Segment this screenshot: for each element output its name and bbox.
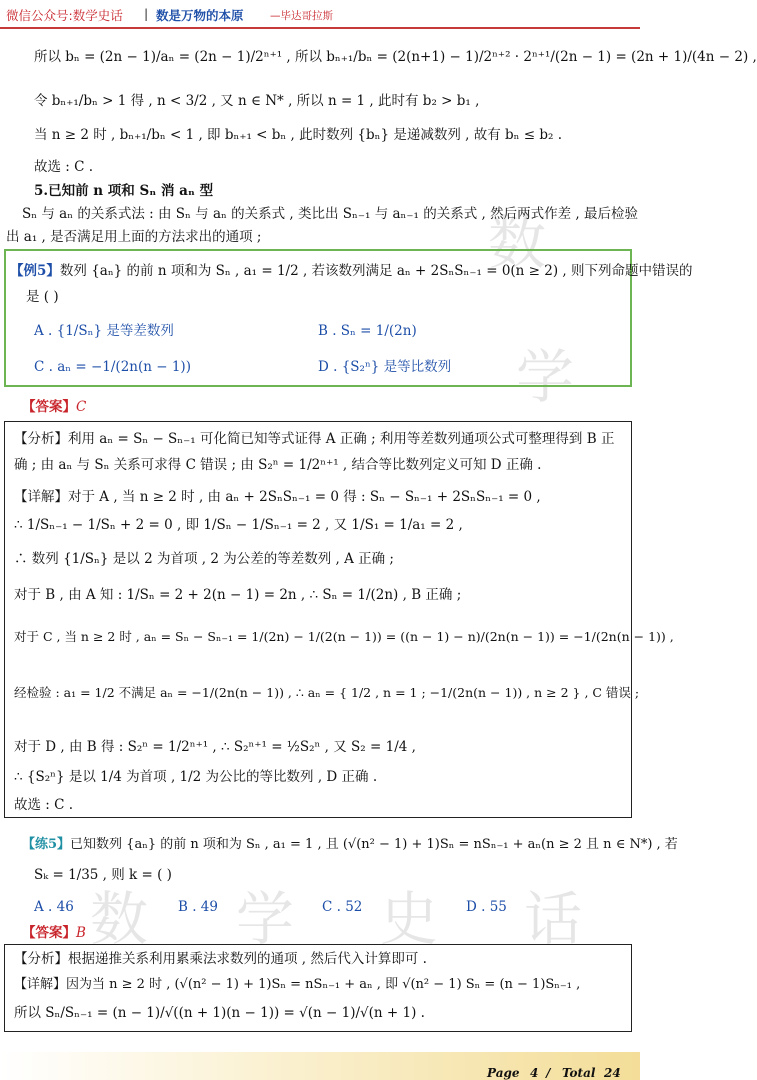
- detail-line: ∴ 数列 {1/Sₙ} 是以 2 为首项 , 2 为公差的等差数列 , A 正确 ;: [14, 551, 394, 567]
- answer-tag: 【答案】: [22, 399, 76, 415]
- solution-line: 故选 : C .: [34, 159, 94, 175]
- header-divider: [0, 27, 640, 29]
- watermark-char: 数: [488, 209, 547, 277]
- header-account: 微信公众号:数学史话: [6, 8, 123, 23]
- solution-line: 当 n ≥ 2 时 , bₙ₊₁/bₙ < 1 , 即 bₙ₊₁ < bₙ , 此时数列 {bₙ} 是递减数列 , 故有 bₙ ≤ b₂ .: [34, 127, 563, 143]
- example-question-cont: 是 ( ): [26, 289, 59, 305]
- practice-question-text: 已知数列 {aₙ} 的前 n 项和为 Sₙ , a₁ = 1 , 且 (√(n² − 1) + 1)Sₙ = nSₙ₋₁ + aₙ(n ≥ 2 且 n ∈ N*) , 若: [70, 837, 678, 852]
- answer-line: [22, 924, 86, 942]
- analysis-line: 【分析】利用 aₙ = Sₙ − Sₙ₋₁ 可化简已知等式证得 A 正确 ; 利用等差数列通项公式可整理得到 B 正: [14, 431, 615, 447]
- answer-line: [22, 398, 86, 416]
- example-question: [10, 262, 693, 280]
- section-paragraph: 出 a₁ , 是否满足用上面的方法求出的通项 ;: [6, 229, 262, 245]
- detail-line: 故选 : C .: [14, 797, 74, 813]
- watermark-char: 史: [380, 885, 439, 953]
- header-author: —毕达哥拉斯: [270, 10, 333, 22]
- option-d: D . {S₂ⁿ} 是等比数列: [318, 359, 452, 375]
- detail-line: 【详解】因为当 n ≥ 2 时 , (√(n² − 1) + 1)Sₙ = nSₙ₋₁ + aₙ , 即 √(n² − 1) Sₙ = (n − 1)Sₙ₋₁ ,: [14, 977, 581, 992]
- option-b: B . 49: [178, 899, 218, 915]
- detail-line: 对于 C , 当 n ≥ 2 时 , aₙ = Sₙ − Sₙ₋₁ = 1/(2n) − 1/(2(n − 1)) = ((n − 1) − n)/(2n(n − 1)) = −1/(2n(n − 1)) ,: [14, 629, 674, 644]
- watermark-char: 话: [524, 885, 583, 953]
- solution-line: 所以 bₙ = (2n − 1)/aₙ = (2n − 1)/2ⁿ⁺¹ , 所以 bₙ₊₁/bₙ = (2(n+1) − 1)/2ⁿ⁺² · 2ⁿ⁺¹/(2n − 1) = (2n + 1)/(4n − 2) ,: [34, 49, 757, 65]
- option-c: C . aₙ = −1/(2n(n − 1)): [34, 359, 191, 375]
- option-c: C . 52: [322, 899, 363, 915]
- example-tag: 【例5】: [10, 263, 60, 279]
- header-separator: |: [144, 6, 149, 21]
- solution-line: 令 bₙ₊₁/bₙ > 1 得 , n < 3/2 , 又 n ∈ N* , 所以 n = 1 , 此时有 b₂ > b₁ ,: [34, 93, 480, 109]
- detail-line: 经检验 : a₁ = 1/2 不满足 aₙ = −1/(2n(n − 1)) , ∴ aₙ = { 1/2 , n = 1 ; −1/(2n(n − 1)) , n ≥ 2 } , C 错误 ;: [14, 685, 640, 700]
- answer-value: B: [76, 925, 86, 941]
- watermark-char: 学: [236, 885, 295, 953]
- section-paragraph: Sₙ 与 aₙ 的关系式法 : 由 Sₙ 与 aₙ 的关系式 , 类比出 Sₙ₋₁ 与 aₙ₋₁ 的关系式 , 然后两式作差 , 最后检验: [22, 206, 638, 222]
- practice-tag: 【练5】: [22, 837, 71, 852]
- practice-question: [22, 836, 678, 854]
- example-question-text: 数列 {aₙ} 的前 n 项和为 Sₙ , a₁ = 1/2 , 若该数列满足 aₙ + 2SₙSₙ₋₁ = 0(n ≥ 2) , 则下列命题中错误的: [59, 263, 693, 279]
- detail-line: ∴ {S₂ⁿ} 是以 1/4 为首项 , 1/2 为公比的等比数列 , D 正确 .: [14, 769, 378, 785]
- option-a: A . 46: [34, 899, 74, 915]
- footer-page-label: Page: [487, 1066, 520, 1080]
- footer-separator: /: [546, 1066, 551, 1080]
- analysis-line: 【分析】根据递推关系利用累乘法求数列的通项 , 然后代入计算即可 .: [14, 951, 427, 967]
- practice-question-cont: Sₖ = 1/35 , 则 k = ( ): [34, 867, 172, 883]
- detail-line: 对于 D , 由 B 得 : S₂ⁿ = 1/2ⁿ⁺¹ , ∴ S₂ⁿ⁺¹ = ½S₂ⁿ , 又 S₂ = 1/4 ,: [14, 739, 416, 755]
- answer-value: C: [76, 399, 87, 415]
- section-heading: 5.已知前 n 项和 Sₙ 消 aₙ 型: [34, 183, 214, 199]
- answer-tag: 【答案】: [22, 925, 76, 941]
- page-footer: [0, 1052, 640, 1080]
- detail-line: 对于 B , 由 A 知 : 1/Sₙ = 2 + 2(n − 1) = 2n , ∴ Sₙ = 1/(2n) , B 正确 ;: [14, 587, 462, 603]
- footer-total-label: Total: [562, 1066, 596, 1080]
- watermark-char: 数: [90, 885, 149, 953]
- page-header: [0, 0, 640, 30]
- analysis-box: [4, 421, 632, 818]
- header-title: 数是万物的本原: [156, 8, 244, 23]
- option-a: A . {1/Sₙ} 是等差数列: [34, 323, 174, 339]
- detail-line: 所以 Sₙ/Sₙ₋₁ = (n − 1)/√((n + 1)(n − 1)) = √(n − 1)/√(n + 1) .: [14, 1005, 425, 1021]
- detail-line: 【详解】对于 A , 当 n ≥ 2 时 , 由 aₙ + 2SₙSₙ₋₁ = 0 得 : Sₙ − Sₙ₋₁ + 2SₙSₙ₋₁ = 0 ,: [14, 489, 541, 505]
- footer-total-number: 24: [604, 1066, 621, 1080]
- analysis-line: 确 ; 由 aₙ 与 Sₙ 关系可求得 C 错误 ; 由 S₂ⁿ = 1/2ⁿ⁺¹ , 结合等比数列定义可知 D 正确 .: [14, 457, 542, 473]
- detail-line: ∴ 1/Sₙ₋₁ − 1/Sₙ + 2 = 0 , 即 1/Sₙ − 1/Sₙ₋₁ = 2 , 又 1/S₁ = 1/a₁ = 2 ,: [14, 517, 463, 533]
- watermark-char: 学: [516, 343, 575, 411]
- option-b: B . Sₙ = 1/(2n): [318, 323, 417, 339]
- footer-page-number: 4: [530, 1066, 539, 1080]
- option-d: D . 55: [466, 899, 507, 915]
